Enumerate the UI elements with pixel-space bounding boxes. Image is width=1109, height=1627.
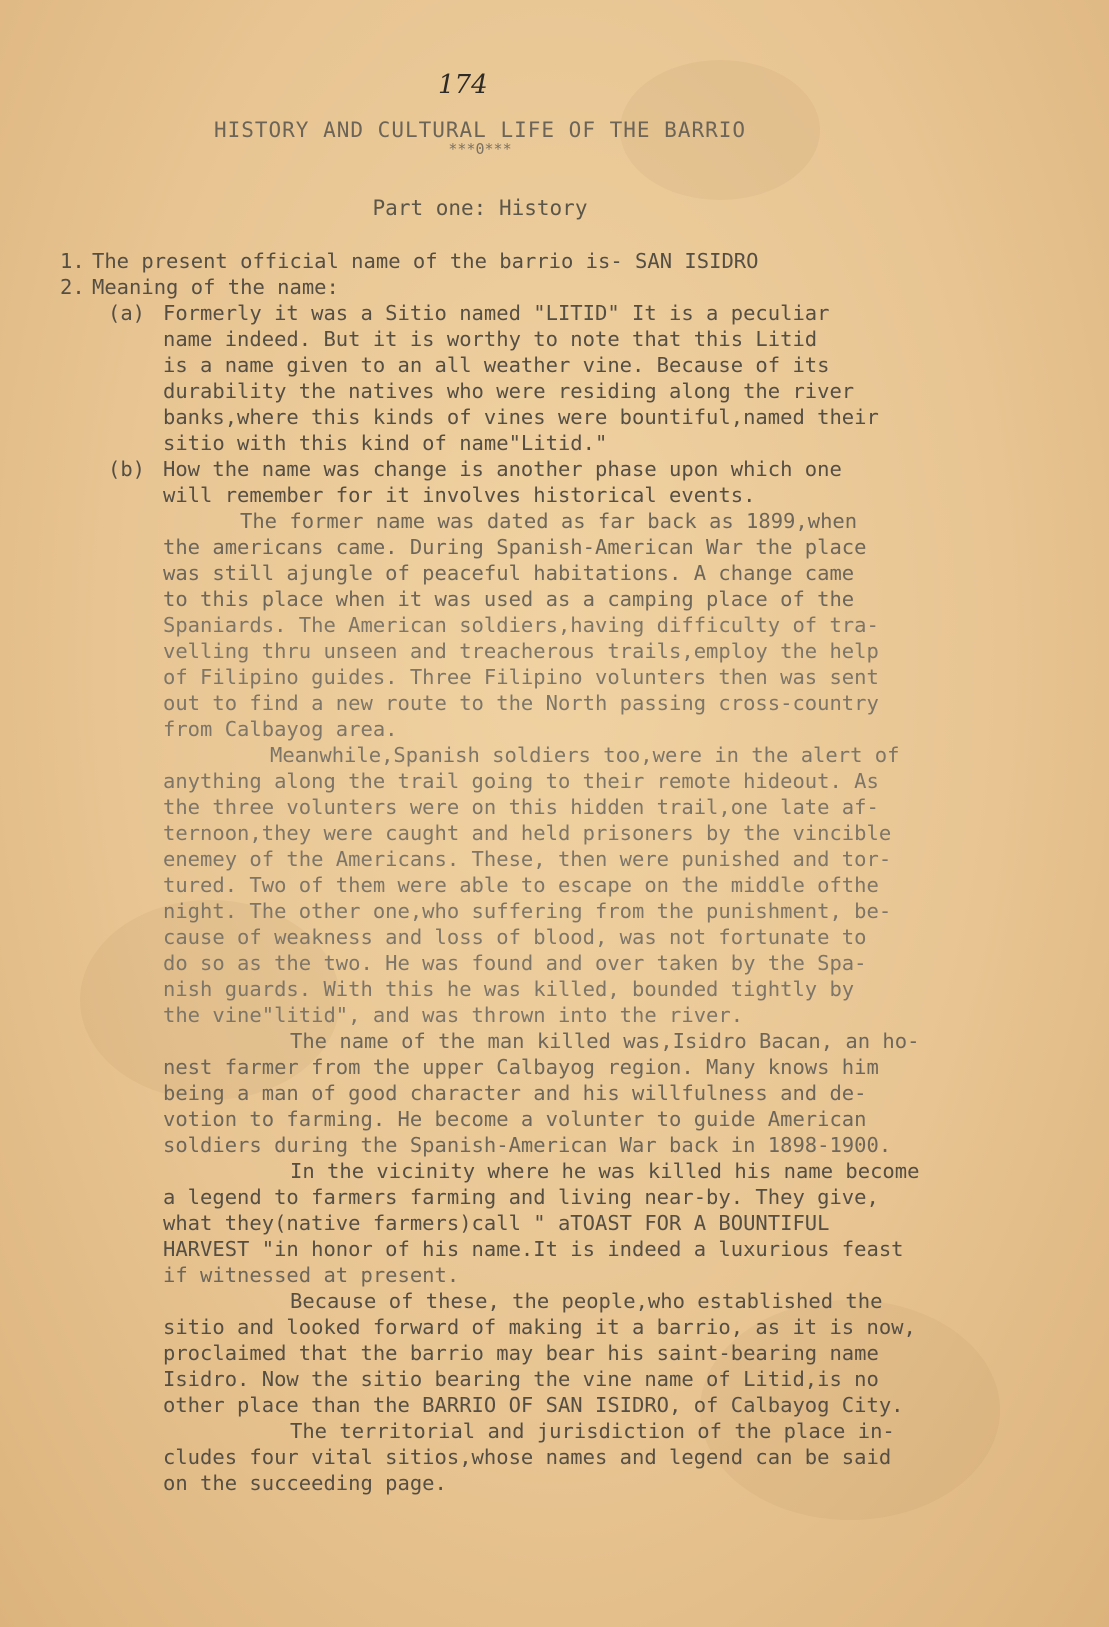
paragraph-line: Isidro. Now the sitio bearing the vine name of Litid,is no bbox=[163, 1367, 879, 1391]
paragraph-line: Because of these, the people,who established the bbox=[290, 1289, 883, 1313]
paragraph-line: was still ajungle of peaceful habitations. A change came bbox=[163, 561, 855, 585]
paragraph-line: velling thru unseen and treacherous trails,employ the help bbox=[163, 639, 879, 663]
paragraph-line: nest farmer from the upper Calbayog region. Many knows him bbox=[163, 1055, 879, 1079]
sub-item-marker: (b) bbox=[108, 457, 146, 481]
paragraph-line: the three volunters were on this hidden trail,one late af- bbox=[163, 795, 879, 819]
sub-item-marker: (a) bbox=[108, 301, 146, 325]
paragraph-line: sitio with this kind of name"Litid." bbox=[163, 431, 608, 455]
paragraph-line: from Calbayog area. bbox=[163, 717, 398, 741]
list-item-number: 2. bbox=[60, 275, 85, 299]
paragraph-line: enemey of the Americans. These, then were punished and tor- bbox=[163, 847, 892, 871]
paragraph-line: Formerly it was a Sitio named "LITID" It is a peculiar bbox=[163, 301, 830, 325]
list-item-number: 1. bbox=[60, 249, 85, 273]
paragraph-line: sitio and looked forward of making it a barrio, as it is now, bbox=[163, 1315, 916, 1339]
paragraph-line: The territorial and jurisdiction of the place in- bbox=[290, 1419, 895, 1443]
paragraph-line: tured. Two of them were able to escape on the middle ofthe bbox=[163, 873, 879, 897]
paragraph-line: The name of the man killed was,Isidro Bacan, an ho- bbox=[290, 1029, 920, 1053]
list-item-text: Meaning of the name: bbox=[92, 275, 339, 299]
page-number: 174 bbox=[438, 70, 488, 100]
paragraph-line: name indeed. But it is worthy to note that this Litid bbox=[163, 327, 818, 351]
part-heading: Part one: History bbox=[372, 196, 588, 220]
paragraph-line: soldiers during the Spanish-American War back in 1898-1900. bbox=[163, 1133, 892, 1157]
paragraph-line: a legend to farmers farming and living near-by. They give, bbox=[163, 1185, 879, 1209]
paragraph-line: what they(native farmers)call " aTOAST FOR A BOUNTIFUL bbox=[163, 1211, 830, 1235]
paragraph-line: votion to farming. He become a volunter to guide American bbox=[163, 1107, 867, 1131]
paragraph-line: How the name was change is another phase upon which one bbox=[163, 457, 842, 481]
paragraph-line: Spaniards. The American soldiers,having difficulty of tra- bbox=[163, 613, 879, 637]
paragraph-line: out to find a new route to the North passing cross-country bbox=[163, 691, 879, 715]
paragraph-line: the vine"litid", and was thrown into the river. bbox=[163, 1003, 744, 1027]
paragraph-line: durability the natives who were residing along the river bbox=[163, 379, 855, 403]
paragraph-line: cludes four vital sitios,whose names and legend can be said bbox=[163, 1445, 892, 1469]
paragraph-line: anything along the trail going to their remote hideout. As bbox=[163, 769, 879, 793]
paragraph-line: HARVEST "in honor of his name.It is indeed a luxurious feast bbox=[163, 1237, 904, 1261]
document-title: HISTORY AND CULTURAL LIFE OF THE BARRIO bbox=[213, 118, 747, 142]
paragraph-line: banks,where this kinds of vines were bountiful,named their bbox=[163, 405, 879, 429]
title-ornament: ***0*** bbox=[448, 140, 512, 158]
paragraph-line: proclaimed that the barrio may bear his saint-bearing name bbox=[163, 1341, 879, 1365]
list-item-text: The present official name of the barrio is- SAN ISIDRO bbox=[92, 249, 759, 273]
paragraph-line: is a name given to an all weather vine. Because of its bbox=[163, 353, 830, 377]
paragraph-line: ternoon,they were caught and held prisoners by the vincible bbox=[163, 821, 892, 845]
paragraph-line: of Filipino guides. Three Filipino volunters then was sent bbox=[163, 665, 879, 689]
paragraph-line: on the succeeding page. bbox=[163, 1471, 447, 1495]
paragraph-line: do so as the two. He was found and over taken by the Spa- bbox=[163, 951, 867, 975]
paragraph-line: being a man of good character and his willfulness and de- bbox=[163, 1081, 867, 1105]
paragraph-line: will remember for it involves historical events. bbox=[163, 483, 756, 507]
paragraph-line: Meanwhile,Spanish soldiers too,were in the alert of bbox=[270, 743, 900, 767]
paragraph-line: if witnessed at present. bbox=[163, 1263, 460, 1287]
paragraph-line: cause of weakness and loss of blood, was not fortunate to bbox=[163, 925, 867, 949]
paragraph-line: to this place when it was used as a camping place of the bbox=[163, 587, 855, 611]
paragraph-line: nish guards. With this he was killed, bounded tightly by bbox=[163, 977, 855, 1001]
paragraph-line: the americans came. During Spanish-American War the place bbox=[163, 535, 867, 559]
paragraph-line: In the vicinity where he was killed his name become bbox=[290, 1159, 920, 1183]
paragraph-line: The former name was dated as far back as 1899,when bbox=[240, 509, 858, 533]
paragraph-line: night. The other one,who suffering from the punishment, be- bbox=[163, 899, 892, 923]
paragraph-line: other place than the BARRIO OF SAN ISIDRO, of Calbayog City. bbox=[163, 1393, 904, 1417]
